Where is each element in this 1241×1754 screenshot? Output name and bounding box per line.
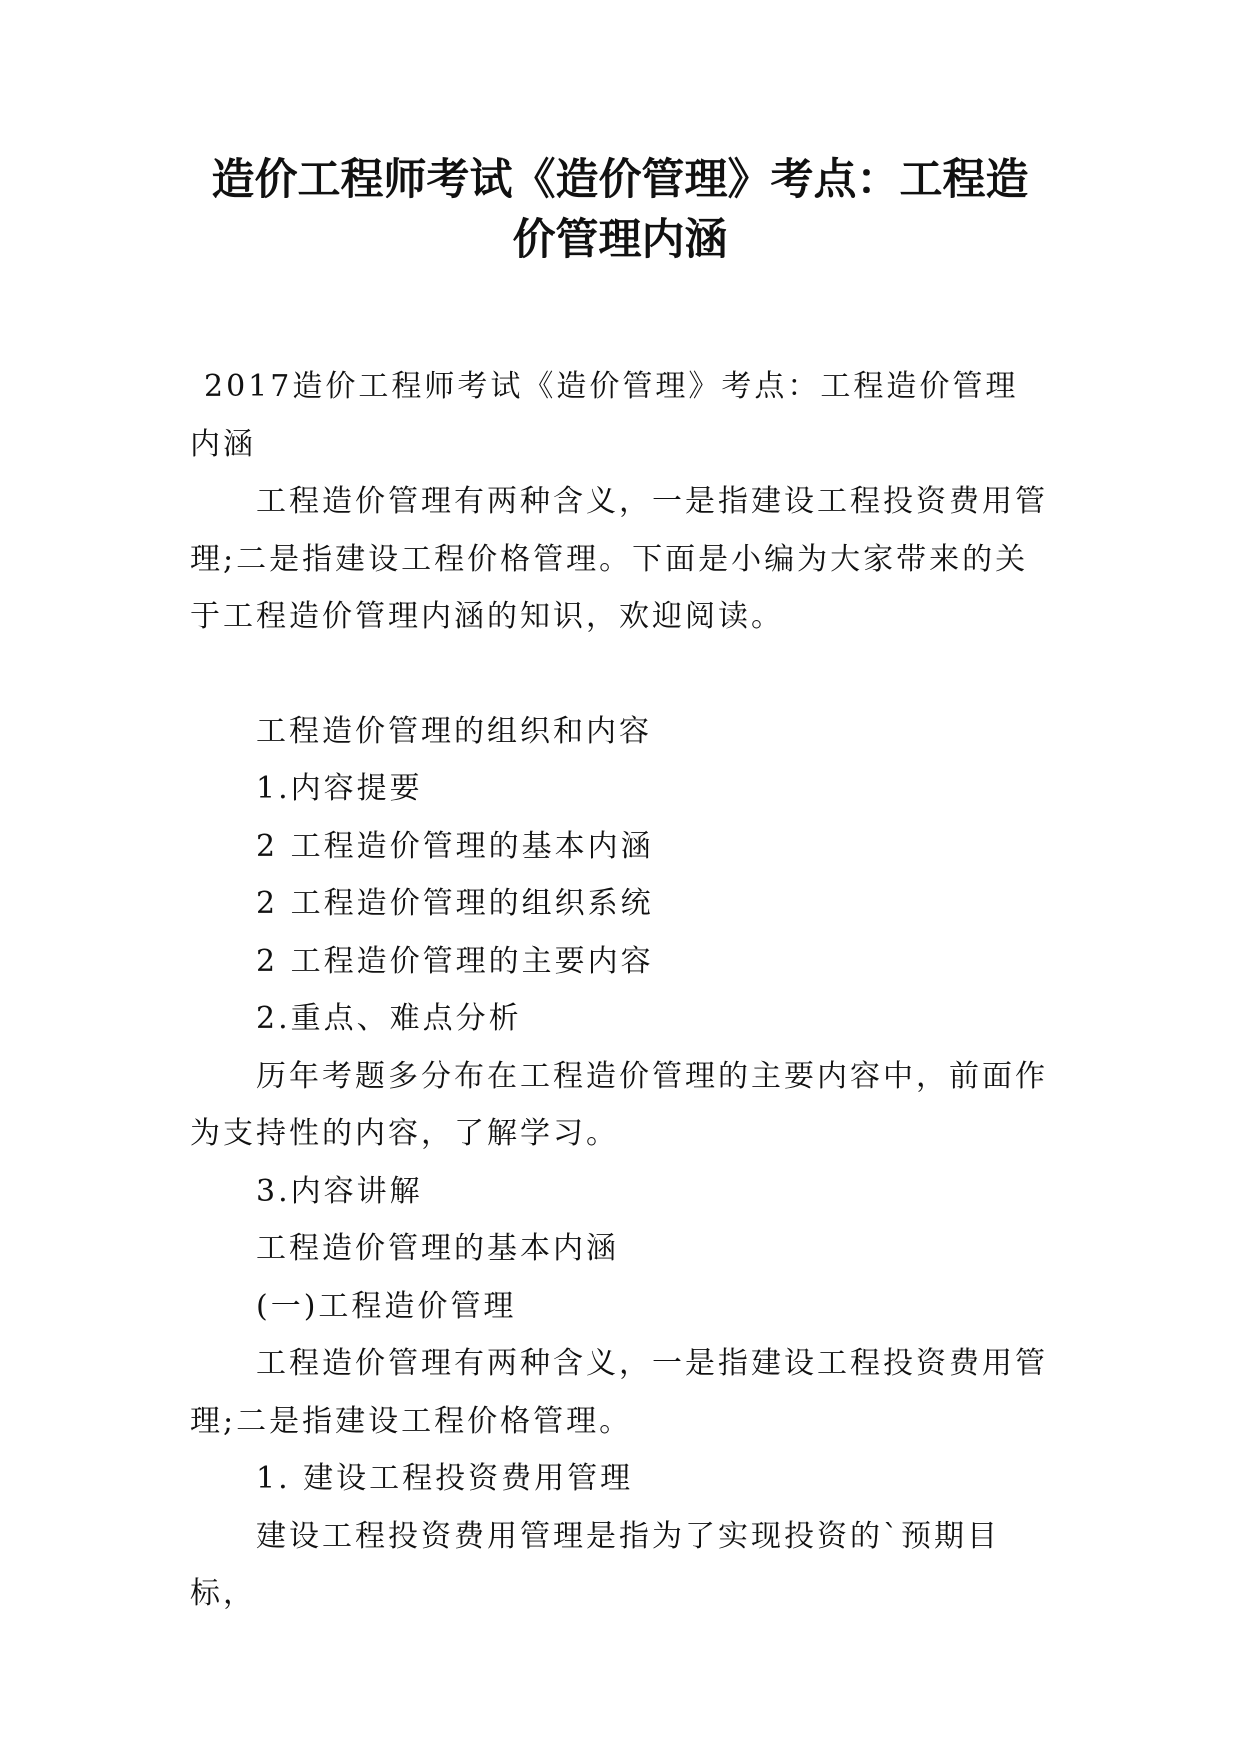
body-paragraph: 建设工程投资费用管理是指为了实现投资的`预期目标， [190, 1518, 1000, 1611]
intro-paragraph: 2017造价工程师考试《造价管理》考点：工程造价管理内涵 [190, 369, 1019, 462]
document-title [170, 150, 1070, 270]
list-item: 2 工程造价管理的组织系统 [256, 886, 654, 921]
section-heading: 工程造价管理的基本内涵 [256, 1231, 619, 1266]
list-item: 1. 建设工程投资费用管理 [256, 1461, 634, 1496]
section-heading: 工程造价管理的组织和内容 [256, 713, 652, 749]
list-item: 3.内容讲解 [256, 1173, 423, 1209]
section-heading: (一)工程造价管理 [256, 1288, 517, 1324]
document-body [190, 358, 1050, 1623]
body-paragraph: 历年考题多分布在工程造价管理的主要内容中，前面作为支持性的内容，了解学习。 [190, 1058, 1048, 1151]
list-item: 2.重点、难点分析 [256, 1001, 522, 1036]
summary-paragraph: 工程造价管理有两种含义，一是指建设工程投资费用管理;二是指建设工程价格管理。下面是小编为大家带来的关于工程造价管理内涵的知识，欢迎阅读。 [190, 484, 1048, 634]
body-paragraph: 工程造价管理有两种含义，一是指建设工程投资费用管理;二是指建设工程价格管理。 [190, 1346, 1048, 1439]
list-item: 2 工程造价管理的主要内容 [256, 943, 654, 979]
title-line-1: 造价工程师考试《造价管理》考点：工程造 [211, 155, 1029, 205]
list-item: 1.内容提要 [256, 771, 423, 806]
title-line-2: 价管理内涵 [512, 215, 728, 265]
list-item: 2 工程造价管理的基本内涵 [256, 828, 654, 864]
paragraph-gap [190, 646, 1050, 703]
